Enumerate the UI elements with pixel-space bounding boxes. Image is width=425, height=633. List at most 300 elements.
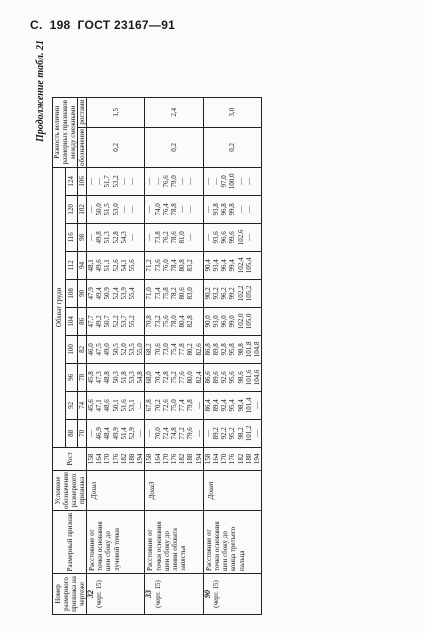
girth-value: 54,1 bbox=[119, 259, 128, 272]
girth-value: — bbox=[203, 233, 212, 241]
height-value: 158 bbox=[203, 453, 212, 465]
height-value: 170 bbox=[161, 453, 170, 465]
girth-value: 49,0 bbox=[103, 343, 112, 356]
chest-girth-88: 88 bbox=[65, 419, 78, 447]
col-feature-header: Размерный признак bbox=[53, 511, 87, 574]
girth-value-column bbox=[87, 223, 145, 251]
girth-value-column bbox=[203, 251, 261, 279]
girth-value: 52,2 bbox=[111, 315, 120, 328]
girth-group-header: Обхват груди bbox=[53, 167, 66, 447]
drawing-reference: (черт. 15) bbox=[212, 580, 221, 608]
difference-symbol-value: 0,2 bbox=[87, 127, 145, 167]
page-number: 198 bbox=[49, 18, 71, 32]
girth-value: 77,2 bbox=[178, 427, 187, 440]
girth-value: 102,4 bbox=[236, 257, 245, 274]
girth-value: 82,4 bbox=[194, 371, 203, 384]
girth-value: 55,2 bbox=[128, 315, 137, 328]
girth-value: — bbox=[128, 233, 137, 241]
feature-number bbox=[203, 574, 261, 615]
girth-value: 82,8 bbox=[186, 315, 195, 328]
feature-row bbox=[87, 97, 145, 614]
girth-value: 102,2 bbox=[236, 285, 245, 302]
girth-value: — bbox=[186, 205, 195, 213]
girth-value: 70,2 bbox=[153, 399, 162, 412]
chest-girth-96: 96 bbox=[65, 363, 78, 391]
girth-value: 80,4 bbox=[178, 315, 187, 328]
girth-value: 96,6 bbox=[220, 231, 229, 244]
difference-height-value: 1,5 bbox=[87, 97, 145, 127]
girth-value: 99,6 bbox=[228, 231, 237, 244]
chest-girth-112: 112 bbox=[65, 251, 78, 279]
girth-value: — bbox=[178, 205, 187, 213]
girth-value-column bbox=[145, 335, 203, 363]
difference-header: Разность величин размерных признаков между смежными bbox=[53, 97, 78, 167]
girth-value: — bbox=[145, 205, 154, 213]
drawing-reference: (черт. 15) bbox=[95, 580, 104, 608]
girth-value: 51,3 bbox=[103, 231, 112, 244]
chest-girth-100: 100 bbox=[65, 335, 78, 363]
girth-value: 92,2 bbox=[220, 427, 229, 440]
feature-symbol: Дош3 bbox=[145, 470, 203, 510]
girth-value: 92,8 bbox=[220, 343, 229, 356]
hips-girth-86: 86 bbox=[78, 307, 87, 335]
girth-value: 101,8 bbox=[244, 341, 253, 358]
girth-value: — bbox=[87, 177, 95, 185]
difference-height-value: 3,0 bbox=[203, 97, 261, 127]
girth-value-column bbox=[87, 307, 145, 335]
girth-value: — bbox=[87, 205, 95, 213]
girth-value: 96,2 bbox=[220, 287, 229, 300]
hips-girth-70: 70 bbox=[78, 419, 87, 447]
girth-value: 77,8 bbox=[178, 343, 187, 356]
difference-diff-height: ростами bbox=[78, 97, 87, 127]
girth-value: — bbox=[128, 205, 137, 213]
feature-number-value: 33 bbox=[144, 590, 154, 598]
height-value: 176 bbox=[170, 453, 179, 465]
girth-value: 79,0 bbox=[170, 175, 179, 188]
girth-value: 99,2 bbox=[228, 287, 237, 300]
girth-value: 48,4 bbox=[103, 427, 112, 440]
feature-symbol: Дошл bbox=[87, 470, 145, 510]
girth-value: 93,0 bbox=[212, 315, 221, 328]
girth-value: 99,8 bbox=[228, 203, 237, 216]
girth-value: 95,4 bbox=[228, 399, 237, 412]
girth-value: 78,0 bbox=[170, 315, 179, 328]
girth-value: 54,8 bbox=[136, 371, 145, 384]
height-values bbox=[203, 447, 261, 470]
girth-value: 73,2 bbox=[153, 315, 162, 328]
girth-value: 52,9 bbox=[128, 427, 137, 440]
girth-value: — bbox=[203, 205, 212, 213]
girth-value: 105,4 bbox=[244, 257, 253, 274]
girth-value-column bbox=[203, 363, 261, 391]
height-value: 164 bbox=[95, 453, 104, 465]
girth-value: — bbox=[145, 429, 154, 437]
height-value: 194 bbox=[194, 453, 203, 465]
girth-value: 53,2 bbox=[111, 175, 120, 188]
feature-number-value: 32 bbox=[86, 590, 95, 598]
girth-value: 54,3 bbox=[119, 231, 128, 244]
feature-number bbox=[87, 574, 145, 615]
col-number-header: Номер размерного признака на чертеже bbox=[53, 574, 87, 615]
girth-value: 96,0 bbox=[220, 315, 229, 328]
girth-value: 81,0 bbox=[178, 231, 187, 244]
girth-value: 47,5 bbox=[95, 343, 104, 356]
girth-value: 100,0 bbox=[228, 173, 237, 190]
girth-value-column bbox=[203, 167, 261, 195]
girth-value: 78,4 bbox=[170, 259, 179, 272]
feature-symbol: Дошп bbox=[203, 470, 261, 510]
girth-value: 92,6 bbox=[220, 371, 229, 384]
girth-value: 51,4 bbox=[119, 427, 128, 440]
girth-value: — bbox=[194, 401, 203, 409]
girth-value: — bbox=[87, 429, 95, 437]
girth-value: 93,8 bbox=[212, 203, 221, 216]
girth-value-column bbox=[87, 167, 145, 195]
girth-value: 75,0 bbox=[170, 399, 179, 412]
girth-value: 68,0 bbox=[145, 371, 154, 384]
girth-value: 45,8 bbox=[87, 371, 95, 384]
height-value: 188 bbox=[244, 453, 253, 465]
girth-value: 72,4 bbox=[161, 427, 170, 440]
girth-value: — bbox=[244, 177, 253, 185]
hips-girth-102: 102 bbox=[78, 195, 87, 223]
girth-value: 80,6 bbox=[178, 287, 187, 300]
girth-value: 53,1 bbox=[128, 399, 137, 412]
girth-value-column bbox=[145, 167, 203, 195]
table-body bbox=[87, 97, 262, 614]
girth-value: 90,4 bbox=[203, 259, 212, 272]
girth-value: 52,4 bbox=[111, 287, 120, 300]
girth-value: 96,8 bbox=[220, 203, 229, 216]
height-values bbox=[87, 447, 145, 470]
girth-value: — bbox=[145, 177, 154, 185]
girth-value-column bbox=[145, 251, 203, 279]
girth-value: 78,2 bbox=[170, 287, 179, 300]
girth-value: 55,6 bbox=[128, 259, 137, 272]
girth-value: 104,6 bbox=[253, 369, 262, 386]
hips-girth-74: 74 bbox=[78, 391, 87, 419]
height-value: 164 bbox=[212, 453, 221, 465]
girth-value: 105,0 bbox=[244, 313, 253, 330]
girth-value: 73,0 bbox=[161, 343, 170, 356]
girth-value-column bbox=[203, 391, 261, 419]
girth-value: 93,6 bbox=[212, 231, 221, 244]
girth-value: — bbox=[186, 177, 195, 185]
girth-value: 55,4 bbox=[128, 287, 137, 300]
girth-value: 46,9 bbox=[95, 427, 104, 440]
girth-value-column bbox=[203, 419, 261, 447]
height-value: 170 bbox=[220, 453, 229, 465]
girth-value: 46,0 bbox=[87, 343, 95, 356]
girth-value-column bbox=[87, 335, 145, 363]
hips-girth-82: 82 bbox=[78, 335, 87, 363]
girth-value: 73,8 bbox=[153, 231, 162, 244]
girth-value: 93,2 bbox=[212, 287, 221, 300]
girth-value: 74,0 bbox=[153, 203, 162, 216]
measurement-table bbox=[52, 97, 262, 615]
girth-value: 99,4 bbox=[228, 259, 237, 272]
girth-value: 47,1 bbox=[95, 399, 104, 412]
girth-value-column bbox=[203, 279, 261, 307]
chest-girth-92: 92 bbox=[65, 391, 78, 419]
feature-description: Расстояние от точки основания шеи сбоку до конца третьего пальца bbox=[203, 511, 261, 574]
girth-value: 89,6 bbox=[212, 371, 221, 384]
girth-value-column bbox=[203, 223, 261, 251]
girth-value-column bbox=[203, 195, 261, 223]
girth-value-column bbox=[145, 419, 203, 447]
hips-girth-78: 78 bbox=[78, 363, 87, 391]
girth-value: 50,9 bbox=[103, 287, 112, 300]
girth-value: 51,6 bbox=[119, 399, 128, 412]
girth-value: 76,0 bbox=[161, 259, 170, 272]
girth-value: 55,0 bbox=[136, 343, 145, 356]
girth-value: 74,8 bbox=[170, 427, 179, 440]
feature-row bbox=[145, 97, 203, 614]
feature-description: Расстояние от точки основания шеи сбоку до линии обхвата запястья bbox=[145, 511, 203, 574]
difference-height-value: 2,4 bbox=[145, 97, 203, 127]
girth-value: 47,9 bbox=[87, 287, 95, 300]
girth-value: 53,5 bbox=[128, 343, 137, 356]
height-value: 194 bbox=[253, 453, 262, 465]
girth-value: 75,4 bbox=[170, 343, 179, 356]
girth-value: 50,5 bbox=[111, 343, 120, 356]
girth-value: 98,4 bbox=[236, 399, 245, 412]
girth-value-column bbox=[87, 195, 145, 223]
girth-value: — bbox=[119, 177, 128, 185]
height-value: 188 bbox=[128, 453, 137, 465]
hips-girth-94: 94 bbox=[78, 251, 87, 279]
girth-value-column bbox=[145, 223, 203, 251]
col-height-header: Рост bbox=[53, 447, 87, 470]
girth-value: 78,8 bbox=[170, 203, 179, 216]
girth-value-column bbox=[87, 419, 145, 447]
girth-value: — bbox=[203, 429, 212, 437]
feature-description: Расстояние от точки основания шеи сбоку до лучевой точки bbox=[87, 511, 145, 574]
girth-value: 50,7 bbox=[103, 315, 112, 328]
girth-value: — bbox=[136, 429, 145, 437]
girth-value: 95,6 bbox=[228, 371, 237, 384]
drawing-reference: (черт. 15) bbox=[153, 580, 162, 608]
girth-value: — bbox=[253, 401, 262, 409]
height-value: 176 bbox=[228, 453, 237, 465]
girth-value: 70,8 bbox=[145, 315, 154, 328]
girth-value: 79,8 bbox=[186, 399, 195, 412]
girth-value: — bbox=[119, 205, 128, 213]
girth-value: 86,4 bbox=[203, 399, 212, 412]
girth-value: 49,2 bbox=[95, 315, 104, 328]
difference-symbol-value: 0,2 bbox=[145, 127, 203, 167]
hips-girth-90: 90 bbox=[78, 279, 87, 307]
girth-value: 52,6 bbox=[111, 259, 120, 272]
girth-value: 101,2 bbox=[244, 425, 253, 442]
page-header bbox=[30, 18, 182, 32]
girth-value: 95,8 bbox=[228, 343, 237, 356]
girth-value: 75,8 bbox=[161, 287, 170, 300]
girth-value: 76,2 bbox=[161, 231, 170, 244]
girth-value: 49,8 bbox=[95, 231, 104, 244]
girth-value: 47,7 bbox=[87, 315, 95, 328]
girth-value-column bbox=[145, 279, 203, 307]
girth-value-column bbox=[87, 391, 145, 419]
girth-value: 77,6 bbox=[178, 371, 187, 384]
girth-value: 83,0 bbox=[186, 287, 195, 300]
girth-value: — bbox=[203, 177, 212, 185]
chest-girth-120: 120 bbox=[65, 195, 78, 223]
girth-value: 51,5 bbox=[103, 203, 112, 216]
girth-value: 79,6 bbox=[186, 427, 195, 440]
girth-value: 80,2 bbox=[186, 343, 195, 356]
girth-value: 98,2 bbox=[236, 427, 245, 440]
girth-value: — bbox=[178, 177, 187, 185]
girth-value: 72,6 bbox=[161, 399, 170, 412]
height-value: 158 bbox=[87, 453, 95, 465]
girth-value: 75,2 bbox=[170, 371, 179, 384]
girth-value: 105,2 bbox=[244, 285, 253, 302]
girth-value: 70,4 bbox=[153, 371, 162, 384]
girth-value: 99,0 bbox=[228, 315, 237, 328]
girth-value: 90,0 bbox=[203, 315, 212, 328]
girth-value: 76,6 bbox=[161, 175, 170, 188]
girth-value: 89,2 bbox=[212, 427, 221, 440]
girth-value: — bbox=[244, 205, 253, 213]
girth-value-column bbox=[87, 251, 145, 279]
girth-value: 53,0 bbox=[111, 203, 120, 216]
girth-value: — bbox=[136, 401, 145, 409]
girth-value: — bbox=[95, 177, 104, 185]
girth-value: 96,4 bbox=[220, 259, 229, 272]
girth-value: 52,8 bbox=[111, 231, 120, 244]
girth-value: — bbox=[145, 233, 154, 241]
table-wrapper bbox=[52, 97, 262, 615]
girth-value: 67,8 bbox=[145, 399, 154, 412]
girth-value: 50,0 bbox=[95, 203, 104, 216]
girth-value: 47,3 bbox=[95, 371, 104, 384]
girth-value: 49,9 bbox=[111, 427, 120, 440]
girth-value: 75,6 bbox=[161, 315, 170, 328]
continuation-title: Продолжение табл. 21 bbox=[35, 40, 46, 143]
chest-girth-124: 124 bbox=[65, 167, 78, 195]
chest-girth-104: 104 bbox=[65, 307, 78, 335]
girth-value: — bbox=[236, 205, 245, 213]
girth-value: 80,0 bbox=[186, 371, 195, 384]
difference-diff-symbol: обозначение bbox=[78, 128, 86, 166]
col-symbol-header: Условное обозначение размерного признака bbox=[53, 471, 86, 509]
hips-girth-98: 98 bbox=[78, 223, 87, 251]
height-value: 164 bbox=[153, 453, 162, 465]
girth-value: 68,2 bbox=[145, 343, 154, 356]
feature-row bbox=[203, 97, 261, 614]
girth-value: — bbox=[212, 177, 221, 185]
girth-value: 73,6 bbox=[153, 259, 162, 272]
girth-value-column bbox=[203, 335, 261, 363]
girth-value: — bbox=[128, 177, 137, 185]
girth-value: 98,6 bbox=[236, 371, 245, 384]
girth-value: 101,4 bbox=[244, 397, 253, 414]
girth-value: — bbox=[244, 233, 253, 241]
feature-number-value: 90 bbox=[202, 590, 212, 598]
girth-value: 50,3 bbox=[111, 371, 120, 384]
girth-value: 51,8 bbox=[119, 371, 128, 384]
girth-value: 102,0 bbox=[236, 313, 245, 330]
girth-value: 101,6 bbox=[244, 369, 253, 386]
girth-value: 49,6 bbox=[95, 259, 104, 272]
feature-number bbox=[145, 574, 203, 615]
girth-value: — bbox=[194, 429, 203, 437]
height-value: 182 bbox=[178, 453, 187, 465]
girth-value: 48,8 bbox=[103, 371, 112, 384]
girth-value: 83,2 bbox=[186, 259, 195, 272]
girth-value: 86,8 bbox=[203, 343, 212, 356]
girth-value: 52,0 bbox=[119, 343, 128, 356]
girth-value: 95,2 bbox=[228, 427, 237, 440]
height-value: 194 bbox=[136, 453, 145, 465]
girth-value: 76,4 bbox=[161, 203, 170, 216]
girth-value: — bbox=[153, 177, 162, 185]
girth-value: 72,8 bbox=[161, 371, 170, 384]
page-prefix: С. bbox=[30, 18, 43, 32]
girth-value: — bbox=[87, 233, 95, 241]
girth-value-column bbox=[145, 195, 203, 223]
girth-value: 82,6 bbox=[194, 343, 203, 356]
girth-value: 70,6 bbox=[153, 343, 162, 356]
girth-value: 53,3 bbox=[128, 371, 137, 384]
height-value: 170 bbox=[103, 453, 112, 465]
height-value: 176 bbox=[111, 453, 120, 465]
standard-code: ГОСТ 23167—91 bbox=[77, 18, 176, 32]
height-values bbox=[145, 447, 203, 470]
girth-value: 89,4 bbox=[212, 399, 221, 412]
girth-value: 102,6 bbox=[236, 229, 245, 246]
girth-value: 70,0 bbox=[153, 427, 162, 440]
girth-value: 71,0 bbox=[145, 287, 154, 300]
girth-value: 48,6 bbox=[103, 399, 112, 412]
girth-value: 97,0 bbox=[220, 175, 229, 188]
girth-value: 98,8 bbox=[236, 343, 245, 356]
height-value: 158 bbox=[145, 453, 154, 465]
girth-value-column bbox=[145, 391, 203, 419]
girth-value-column bbox=[203, 307, 261, 335]
chest-girth-116: 116 bbox=[65, 223, 78, 251]
girth-value: 50,1 bbox=[111, 399, 120, 412]
difference-symbol-value: 0,2 bbox=[203, 127, 261, 167]
girth-value: 51,7 bbox=[103, 175, 112, 188]
rotated-table-page bbox=[32, 40, 392, 615]
girth-value-column bbox=[145, 363, 203, 391]
girth-value-column bbox=[145, 307, 203, 335]
girth-value-column bbox=[87, 363, 145, 391]
girth-value: 51,1 bbox=[103, 259, 112, 272]
hips-girth-106: 106 bbox=[78, 167, 87, 195]
girth-value: 86,6 bbox=[203, 371, 212, 384]
girth-value: 48,1 bbox=[87, 259, 95, 272]
girth-value: 78,6 bbox=[170, 231, 179, 244]
girth-value: 71,2 bbox=[145, 259, 154, 272]
girth-value: 93,4 bbox=[212, 259, 221, 272]
girth-value: 45,6 bbox=[87, 399, 95, 412]
girth-value: 80,8 bbox=[178, 259, 187, 272]
girth-value: — bbox=[253, 429, 262, 437]
girth-value: 104,8 bbox=[253, 341, 262, 358]
girth-value: 53,7 bbox=[119, 315, 128, 328]
girth-value: 92,4 bbox=[220, 399, 229, 412]
height-value: 188 bbox=[186, 453, 195, 465]
girth-value: 89,8 bbox=[212, 343, 221, 356]
girth-value: — bbox=[236, 177, 245, 185]
height-value: 182 bbox=[236, 453, 245, 465]
height-value: 182 bbox=[119, 453, 128, 465]
girth-value: 77,4 bbox=[178, 399, 187, 412]
